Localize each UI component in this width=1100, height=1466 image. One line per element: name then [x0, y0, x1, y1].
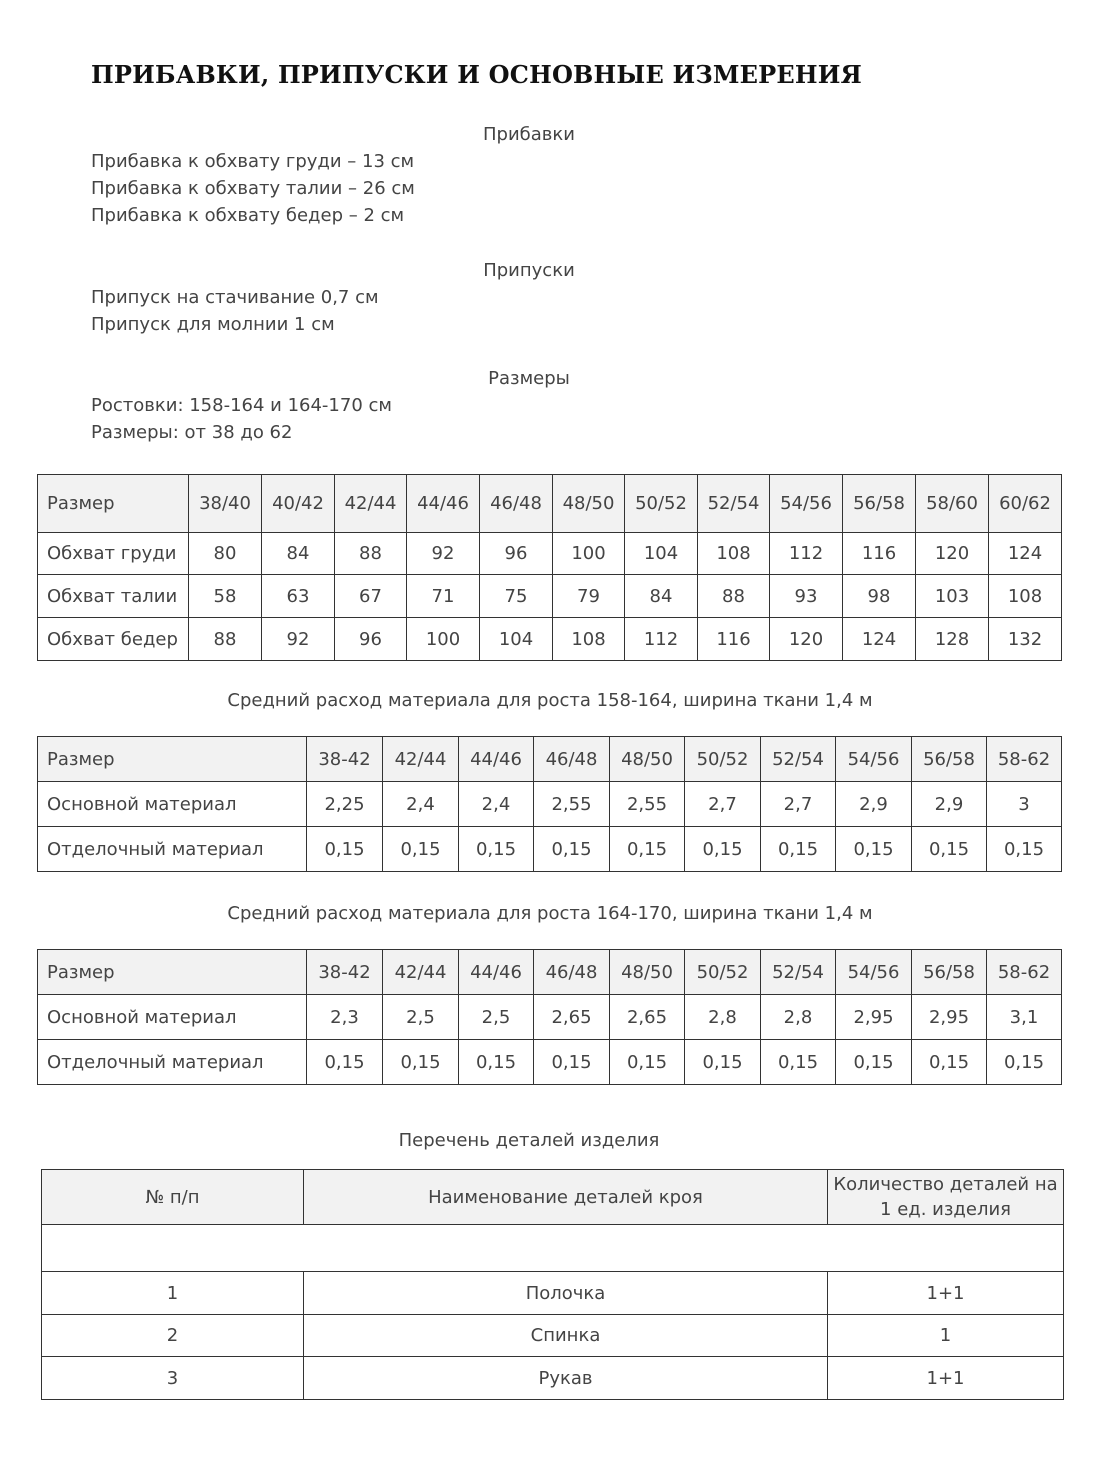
- consumption-158-cell: 2,25: [307, 782, 383, 827]
- size-table-cell: 44/46: [407, 475, 480, 533]
- size-table-cell: 108: [698, 533, 770, 575]
- consumption-164-cell: 0,15: [912, 1040, 987, 1085]
- consumption-164-cell: 58-62: [987, 950, 1062, 995]
- consumption-164-cell: 38-42: [307, 950, 383, 995]
- consumption-164-cell: 0,15: [610, 1040, 685, 1085]
- parts-row: [42, 1315, 1064, 1357]
- consumption-164-row: [38, 995, 1062, 1040]
- consumption-158-cell: 38-42: [307, 737, 383, 782]
- consumption-164-cell: 0,15: [307, 1040, 383, 1085]
- consumption-158-cell: 58-62: [987, 737, 1062, 782]
- size-table-cell: 93: [770, 575, 843, 618]
- consumption-158-cell: 0,15: [459, 827, 534, 872]
- size-table-cell: 124: [989, 533, 1062, 575]
- size-table-cell: 71: [407, 575, 480, 618]
- size-table-row-label: Обхват талии: [38, 575, 189, 618]
- pribavki-list: [91, 148, 415, 229]
- consumption-164-cell: 42/44: [383, 950, 459, 995]
- size-table: [37, 474, 1062, 661]
- parts-cell-count: 1+1: [828, 1272, 1064, 1315]
- consumption-158-cell: 56/58: [912, 737, 987, 782]
- parts-row: [42, 1272, 1064, 1315]
- size-table-cell: 84: [262, 533, 335, 575]
- consumption-158-cell: 42/44: [383, 737, 459, 782]
- consumption-164-cell: 56/58: [912, 950, 987, 995]
- size-table-cell: 88: [189, 618, 262, 661]
- size-table-cell: 132: [989, 618, 1062, 661]
- consumption-164-cell: 0,15: [383, 1040, 459, 1085]
- size-table-cell: 96: [480, 533, 553, 575]
- consumption-164-cell: 2,95: [836, 995, 912, 1040]
- consumption-164-cell: 0,15: [836, 1040, 912, 1085]
- size-table-cell: 88: [698, 575, 770, 618]
- parts-caption: Перечень деталей изделия: [398, 1130, 660, 1151]
- pribavki-line: Прибавка к обхвату талии – 26 см: [91, 178, 415, 199]
- consumption-158-cell: 3: [987, 782, 1062, 827]
- consumption-158-cell: 0,15: [534, 827, 610, 872]
- size-table-cell: 54/56: [770, 475, 843, 533]
- size-table-cell: 58/60: [916, 475, 989, 533]
- size-table-cell: 112: [625, 618, 698, 661]
- size-table-cell: 128: [916, 618, 989, 661]
- parts-cell-count: 1+1: [828, 1357, 1064, 1400]
- consumption-164-cell: 2,65: [534, 995, 610, 1040]
- consumption-158-row-label: Размер: [38, 737, 307, 782]
- size-table-header-row: [38, 475, 1062, 533]
- consumption-164-cell: 2,8: [685, 995, 761, 1040]
- parts-cell-count: 1: [828, 1315, 1064, 1357]
- size-table-cell: 92: [262, 618, 335, 661]
- parts-row: [42, 1357, 1064, 1400]
- pripuski-list: [91, 284, 379, 338]
- pripuski-line: Припуск на стачивание 0,7 см: [91, 287, 379, 308]
- consumption-158-row: [38, 782, 1062, 827]
- consumption-158-caption: Средний расход материала для роста 158-164, ширина ткани 1,4 м: [227, 690, 873, 711]
- consumption-158-cell: 2,9: [836, 782, 912, 827]
- consumption-158-cell: 0,15: [610, 827, 685, 872]
- size-table-cell: 56/58: [843, 475, 916, 533]
- consumption-164-cell: 50/52: [685, 950, 761, 995]
- consumption-158-cell: 48/50: [610, 737, 685, 782]
- size-table-cell: 108: [553, 618, 625, 661]
- consumption-158-cell: 2,7: [685, 782, 761, 827]
- size-table-row-label: Обхват груди: [38, 533, 189, 575]
- size-table-cell: 67: [335, 575, 407, 618]
- size-table-cell: 38/40: [189, 475, 262, 533]
- consumption-164-cell: 2,5: [459, 995, 534, 1040]
- parts-cell-name: Рукав: [304, 1357, 828, 1400]
- size-table-cell: 48/50: [553, 475, 625, 533]
- consumption-164-cell: 2,95: [912, 995, 987, 1040]
- size-table-cell: 104: [625, 533, 698, 575]
- consumption-158-cell: 2,7: [761, 782, 836, 827]
- razmery-line: Размеры: от 38 до 62: [91, 422, 293, 443]
- consumption-164-row: [38, 1040, 1062, 1085]
- consumption-164-cell: 0,15: [761, 1040, 836, 1085]
- size-table-cell: 79: [553, 575, 625, 618]
- page-title: ПРИБАВКИ, ПРИПУСКИ И ОСНОВНЫЕ ИЗМЕРЕНИЯ: [91, 60, 863, 89]
- consumption-164-cell: 46/48: [534, 950, 610, 995]
- parts-table: [41, 1169, 1064, 1400]
- consumption-158-cell: 0,15: [761, 827, 836, 872]
- size-table-cell: 75: [480, 575, 553, 618]
- size-table-cell: 104: [480, 618, 553, 661]
- consumption-158-table: [37, 736, 1062, 872]
- size-table-cell: 50/52: [625, 475, 698, 533]
- consumption-164-row-label: Размер: [38, 950, 307, 995]
- parts-cell-number: 1: [42, 1272, 304, 1315]
- consumption-158-cell: 0,15: [383, 827, 459, 872]
- pripuski-line: Припуск для молнии 1 см: [91, 314, 335, 335]
- size-table-cell: 120: [770, 618, 843, 661]
- size-table-cell: 63: [262, 575, 335, 618]
- parts-empty-cell: [42, 1225, 1064, 1272]
- size-table-row-label: Размер: [38, 475, 189, 533]
- size-table-cell: 46/48: [480, 475, 553, 533]
- consumption-164-cell: 2,5: [383, 995, 459, 1040]
- size-table-cell: 60/62: [989, 475, 1062, 533]
- consumption-158-cell: 0,15: [685, 827, 761, 872]
- consumption-164-table: [37, 949, 1062, 1085]
- consumption-164-cell: 52/54: [761, 950, 836, 995]
- size-table-cell: 98: [843, 575, 916, 618]
- size-table-cell: 88: [335, 533, 407, 575]
- size-table-row-label: Обхват бедер: [38, 618, 189, 661]
- parts-empty-row: [42, 1225, 1064, 1272]
- pripuski-heading: Припуски: [483, 260, 575, 281]
- consumption-164-row-label: Основной материал: [38, 995, 307, 1040]
- parts-cell-number: 2: [42, 1315, 304, 1357]
- consumption-164-cell: 0,15: [534, 1040, 610, 1085]
- consumption-164-cell: 0,15: [459, 1040, 534, 1085]
- size-table-cell: 80: [189, 533, 262, 575]
- consumption-164-cell: 44/46: [459, 950, 534, 995]
- parts-header-name: Наименование деталей кроя: [304, 1170, 828, 1225]
- size-table-cell: 100: [407, 618, 480, 661]
- razmery-line: Ростовки: 158-164 и 164-170 см: [91, 395, 392, 416]
- parts-header-row: [42, 1170, 1064, 1225]
- consumption-158-cell: 50/52: [685, 737, 761, 782]
- consumption-158-cell: 2,9: [912, 782, 987, 827]
- pribavki-heading: Прибавки: [483, 124, 575, 145]
- size-table-cell: 42/44: [335, 475, 407, 533]
- size-table-cell: 116: [698, 618, 770, 661]
- parts-cell-name: Спинка: [304, 1315, 828, 1357]
- size-table-cell: 116: [843, 533, 916, 575]
- parts-cell-name: Полочка: [304, 1272, 828, 1315]
- consumption-158-row: [38, 827, 1062, 872]
- razmery-list: [91, 392, 392, 446]
- size-table-cell: 108: [989, 575, 1062, 618]
- consumption-158-cell: 0,15: [912, 827, 987, 872]
- consumption-158-cell: 46/48: [534, 737, 610, 782]
- size-table-cell: 96: [335, 618, 407, 661]
- size-table-cell: 84: [625, 575, 698, 618]
- consumption-164-cell: 0,15: [685, 1040, 761, 1085]
- consumption-164-caption: Средний расход материала для роста 164-170, ширина ткани 1,4 м: [227, 903, 873, 924]
- size-table-row: [38, 533, 1062, 575]
- consumption-164-cell: 2,65: [610, 995, 685, 1040]
- size-table-cell: 100: [553, 533, 625, 575]
- pribavki-line: Прибавка к обхвату груди – 13 см: [91, 151, 415, 172]
- consumption-158-cell: 52/54: [761, 737, 836, 782]
- consumption-164-cell: 54/56: [836, 950, 912, 995]
- consumption-158-row-label: Отделочный материал: [38, 827, 307, 872]
- consumption-158-cell: 0,15: [307, 827, 383, 872]
- size-table-cell: 52/54: [698, 475, 770, 533]
- consumption-164-cell: 3,1: [987, 995, 1062, 1040]
- consumption-164-header-row: [38, 950, 1062, 995]
- consumption-164-row-label: Отделочный материал: [38, 1040, 307, 1085]
- size-table-cell: 120: [916, 533, 989, 575]
- size-table-cell: 124: [843, 618, 916, 661]
- consumption-158-cell: 2,4: [383, 782, 459, 827]
- pribavki-line: Прибавка к обхвату бедер – 2 см: [91, 205, 405, 226]
- consumption-164-cell: 48/50: [610, 950, 685, 995]
- consumption-158-cell: 2,55: [610, 782, 685, 827]
- consumption-164-cell: 2,8: [761, 995, 836, 1040]
- parts-header-count: Количество деталей на 1 ед. изделия: [828, 1170, 1064, 1225]
- size-table-cell: 103: [916, 575, 989, 618]
- size-table-row: [38, 575, 1062, 618]
- consumption-164-cell: 2,3: [307, 995, 383, 1040]
- consumption-158-cell: 0,15: [987, 827, 1062, 872]
- consumption-158-cell: 2,55: [534, 782, 610, 827]
- consumption-158-cell: 54/56: [836, 737, 912, 782]
- size-table-cell: 40/42: [262, 475, 335, 533]
- consumption-158-cell: 44/46: [459, 737, 534, 782]
- parts-cell-number: 3: [42, 1357, 304, 1400]
- size-table-cell: 92: [407, 533, 480, 575]
- consumption-158-cell: 2,4: [459, 782, 534, 827]
- consumption-164-cell: 0,15: [987, 1040, 1062, 1085]
- razmery-heading: Размеры: [488, 368, 570, 389]
- consumption-158-cell: 0,15: [836, 827, 912, 872]
- consumption-158-header-row: [38, 737, 1062, 782]
- size-table-cell: 112: [770, 533, 843, 575]
- size-table-row: [38, 618, 1062, 661]
- consumption-158-row-label: Основной материал: [38, 782, 307, 827]
- parts-header-number: № п/п: [42, 1170, 304, 1225]
- size-table-cell: 58: [189, 575, 262, 618]
